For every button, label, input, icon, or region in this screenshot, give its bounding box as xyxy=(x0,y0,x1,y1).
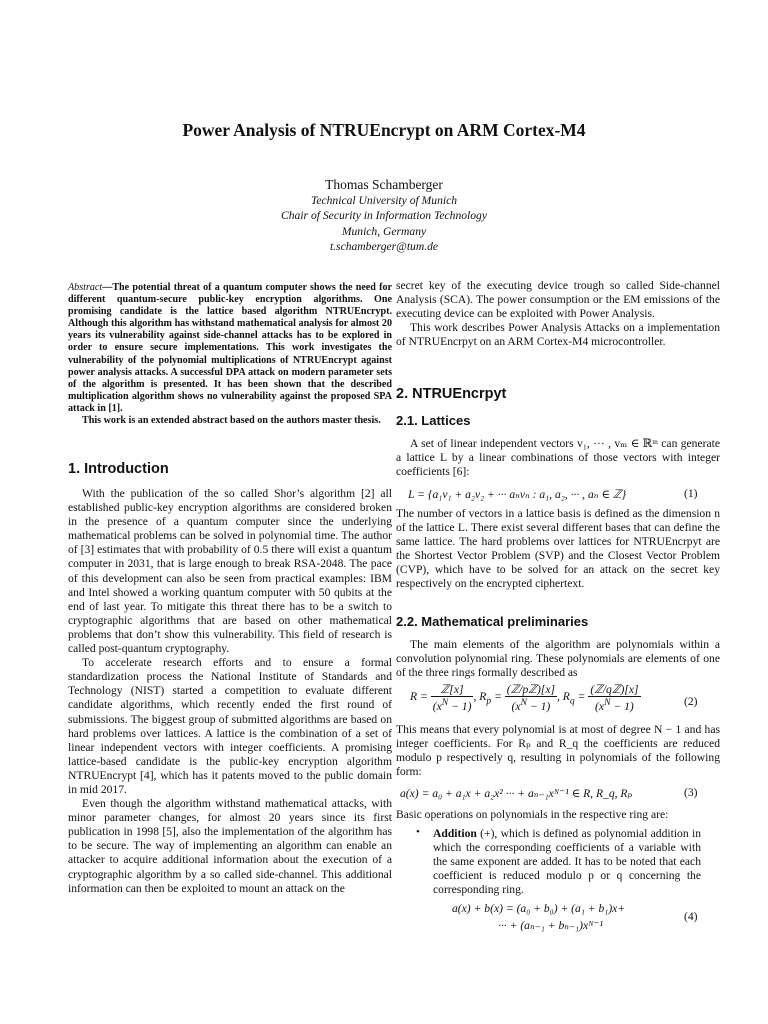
abstract-text: —The potential threat of a quantum computer shows the need for different quantum-secure public-key encryption algorithms. One promising candidate is the lattice based algorithm NTRUEncrypt. Although this algorithm has withstand mathematical analysis for almost 20 years its vulnerability against side-channel attacks has to be explored in order to ensure secure implementations. This work investigates the vulnerability of the polynomial multiplications of NTRUEncrypt against power analysis attacks. A successful DPA attack on modern parameter sets of the algorithm is presented. It has been shown that the described multiplication algorithm shows no vulnerability against the proposed SPA attack in [1]. xyxy=(68,282,392,414)
addition-bullet xyxy=(433,827,701,897)
equation-1: L = {a₁v₁ + a₂v₂ + ··· aₙvₙ : a₁, a₂, ··· , aₙ ∈ ℤ} xyxy=(408,488,627,501)
section-heading-ntruencrypt: 2. NTRUEncrpyt xyxy=(396,386,507,402)
equation-3: a(x) = a₀ + a₁x + a₂x² ··· + aₙ₋₁xᴺ⁻¹ ∈ R, R_q, Rₚ xyxy=(400,787,633,800)
equation-4-number: (4) xyxy=(684,910,698,923)
author-affiliation xyxy=(0,193,768,254)
right-paragraph-2: This work describes Power Analysis Attacks on a implementation of NTRUEncrpyt on an ARM Cortex-M4 microcontroller. xyxy=(396,321,720,349)
abstract-label: Abstract xyxy=(68,282,103,293)
equation-4-line-2: ··· + (aₙ₋₁ + bₙ₋₁)xᴺ⁻¹ xyxy=(498,919,604,932)
equation-2-number: (2) xyxy=(684,695,698,708)
affiliation-university: Technical University of Munich xyxy=(310,194,458,207)
math-text-2: This means that every polynomial is at most of degree N − 1 and has integer coefficients. For Rₚ and R_q the coefficients are reduced modulo p respectively q, resulting in polynomials of the following form: xyxy=(396,723,720,779)
intro-paragraph-2: To accelerate research efforts and to ensure a formal standardization process the National Institute of Standards and Technology (NIST) started a competition to evaluate different candidate algorithms, which recently ended the first round of submissions. The biggest group of submitted algorithms are based on hard problems over lattices. A lattice is the combination of a set of linear independent vectors with integer coefficients. A promising lattice-based candidate is the public-key encryption algorithm NTRUEncrypt [4], which has it patents moved to the public domain in mid 2017. xyxy=(68,656,392,796)
subsection-heading-lattices: 2.1. Lattices xyxy=(396,413,471,428)
addition-description: (+), which is defined as polynomial addition in which the corresponding coefficients of a variable with the same exponent are added. It has to be noted that each coefficient is reduced modulo p or q concerning the corresponding ring. xyxy=(433,827,701,897)
lattices-paragraph-1 xyxy=(396,437,720,479)
abstract xyxy=(68,282,392,427)
math-paragraph-2 xyxy=(396,723,720,779)
subsection-heading-math-preliminaries: 2.2. Mathematical preliminaries xyxy=(396,614,589,629)
affiliation-location: Munich, Germany xyxy=(341,224,427,238)
math-text-1: The main elements of the algorithm are polynomials within a convolution polynomial ring. These polynomials are elements of one of the three rings formally described as xyxy=(396,638,720,680)
abstract-note: This work is an extended abstract based on the authors master thesis. xyxy=(82,415,381,427)
equation-4-line-1: a(x) + b(x) = (a₀ + b₀) + (a₁ + b₁)x+ xyxy=(452,902,626,915)
intro-paragraph-3: Even though the algorithm withstand mathematical attacks, with minor parameter changes, for almost 20 years since its first publication in 1998 [5], also the implementation of the algorithm has to be secure. The way of implementing an algorithm can enable an attacker to acquire additional information about the execution of a cryptographic algorithm by a so called side-channel. This additional information can then be exploited to mount an attack on the xyxy=(68,797,392,895)
addition-bullet-text xyxy=(433,827,701,897)
introduction-text xyxy=(68,487,392,896)
intro-paragraph-1: With the publication of the so called Shor’s algorithm [2] all established public-key encryption algorithms are considered broken in the presence of a quantum computer since the underlying mathematical problems can be solved in polynomial time. The author of [3] estimates that with probability of 0.5 there will exist a quantum computer in 2031, that is large enough to break RSA-2048. The pace of this development can also be seen from practical examples: IBM and Intel showed a working quantum computer with 50 qubits at the end of last year. To mitigate this threat there has to be a switch to cryptographic algorithms that are based on other mathematical problems that don’t show this vulnerability. This field of research is called post-quantum cryptography. xyxy=(68,487,392,656)
lattices-text: A set of linear independent vectors v₁, ··· , vₘ ∈ ℝᵐ can generate a lattice L by a linear combinations of those vectors with integer coefficients [6]: xyxy=(396,437,720,479)
affiliation-email: t.schamberger@tum.de xyxy=(329,239,439,253)
lattices-paragraph-2 xyxy=(396,507,720,592)
lattices-text-2: The number of vectors in a lattice basis is defined as the dimension n of the lattice L. There exist several different bases that can define the same lattice. The hard problems over lattices for NTRUEncrpyt are the Shortest Vector Problem (SVP) and the Closest Vector Problem (CVP), which have to be solved for an attack on the secret key respectively on the encrypted ciphertext. xyxy=(396,507,720,591)
equation-1-number: (1) xyxy=(684,487,698,500)
equation-2: R = $\frac{\text{ℤ[x]}}{(x^N - 1)}$ , $R_p$ = $\frac{\text{(ℤ/pℤ)[x]}}{(x^N - 1)}$ , $R_q$ = $\frac{\text{(ℤ/qℤ)[x]}}{(x^N - 1)}$ xyxy=(410,683,639,713)
right-paragraph-1: secret key of the executing device trough so called Side-channel Analysis (SCA). The power consumption or the EM emissions of the executing device can be exploited with Power Analysis. xyxy=(396,279,720,321)
section-heading-introduction: 1. Introduction xyxy=(68,461,169,477)
bullet-icon: • xyxy=(416,826,420,838)
math-paragraph-1 xyxy=(396,638,720,680)
right-column-intro-continued xyxy=(396,279,720,349)
paper-title: Power Analysis of NTRUEncrypt on ARM Cortex-M4 xyxy=(182,120,586,140)
addition-term: Addition xyxy=(433,827,477,840)
math-text-3: Basic operations on polynomials in the respective ring are: xyxy=(396,808,669,821)
abstract-body xyxy=(68,282,392,415)
equation-3-number: (3) xyxy=(684,786,698,799)
math-paragraph-3 xyxy=(396,808,720,822)
author-name: Thomas Schamberger xyxy=(325,177,443,192)
affiliation-chair: Chair of Security in Information Technology xyxy=(281,209,487,223)
